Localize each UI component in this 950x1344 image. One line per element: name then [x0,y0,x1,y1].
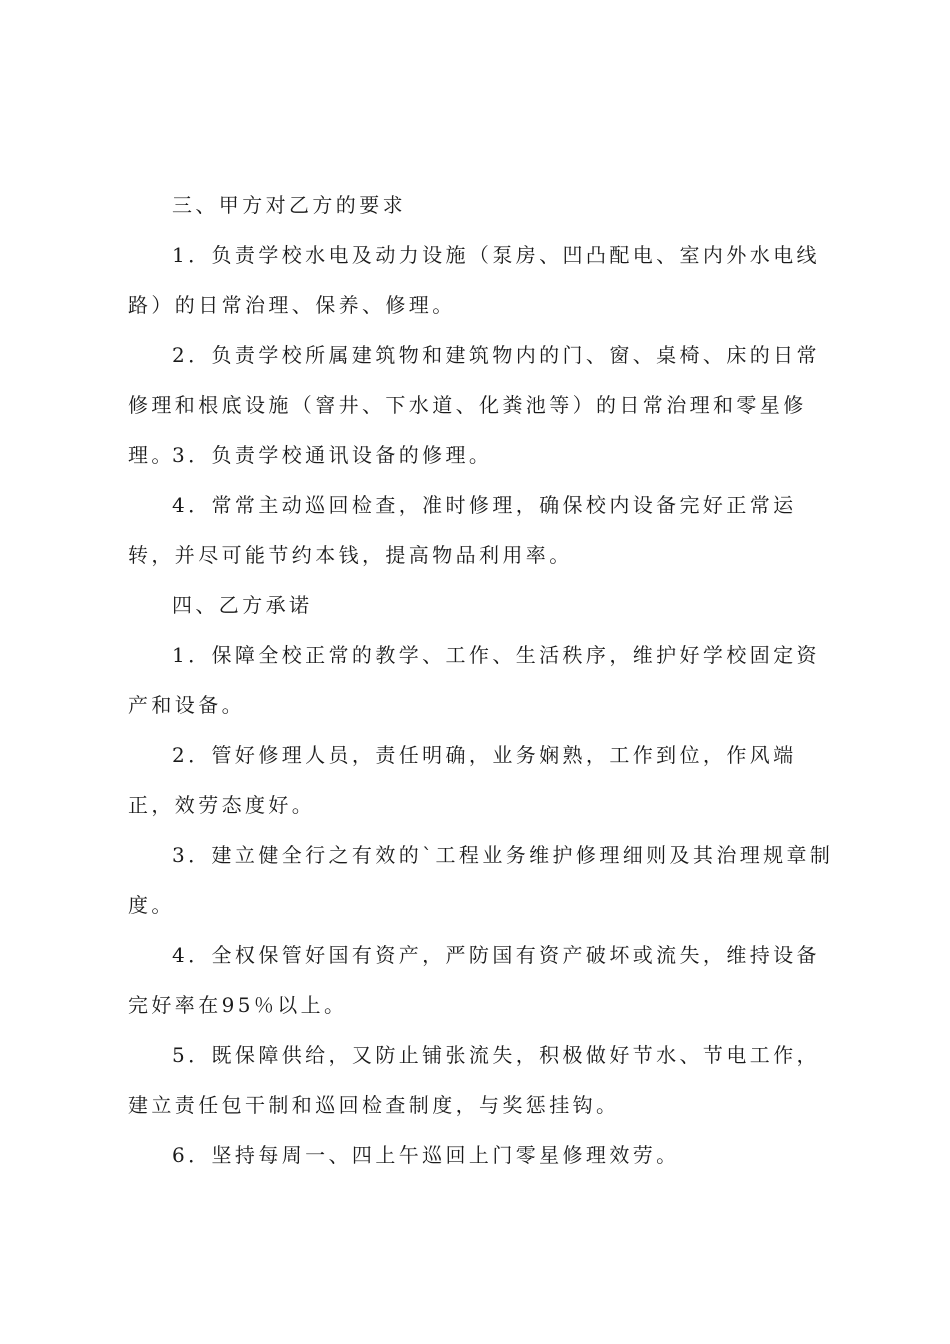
commitment-item-2: 2．管好修理人员，责任明确，业务娴熟，工作到位，作风端正，效劳态度好。 [128,743,797,817]
section-heading-commitments: 四、乙方承诺 [172,593,313,617]
commitment-item-4: 4．全权保管好国有资产，严防国有资产破坏或流失，维持设备完好率在95％以上。 [128,943,820,1017]
commitment-item-5: 5．既保障供给，又防止铺张流失，积极做好节水、节电工作，建立责任包干制和巡回检查制度，与奖惩挂钩。 [128,1043,820,1117]
section-heading-requirements: 三、甲方对乙方的要求 [172,193,406,217]
requirement-item-3: 3．负责学校通讯设备的修理。 [172,443,493,467]
commitment-item-6: 6．坚持每周一、四上午巡回上门零星修理效劳。 [172,1143,680,1167]
requirement-item-4: 4．常常主动巡回检查，准时修理，确保校内设备完好正常运转，并尽可能节约本钱，提高物品利用率。 [128,493,797,567]
commitment-item-3: 3．建立健全行之有效的`工程业务维护修理细则及其治理规章制度。 [128,843,834,917]
commitment-item-1: 1．保障全校正常的教学、工作、生活秩序，维护好学校固定资产和设备。 [128,643,820,717]
requirement-item-1: 1．负责学校水电及动力设施（泵房、凹凸配电、室内外水电线路）的日常治理、保养、修理。 [128,243,820,317]
requirement-item-2: 2．负责学校所属建筑物和建筑物内的门、窗、桌椅、床的日常修理和根底设施（窨井、下水道、化粪池等）的日常治理和零星修理。 [128,343,820,467]
